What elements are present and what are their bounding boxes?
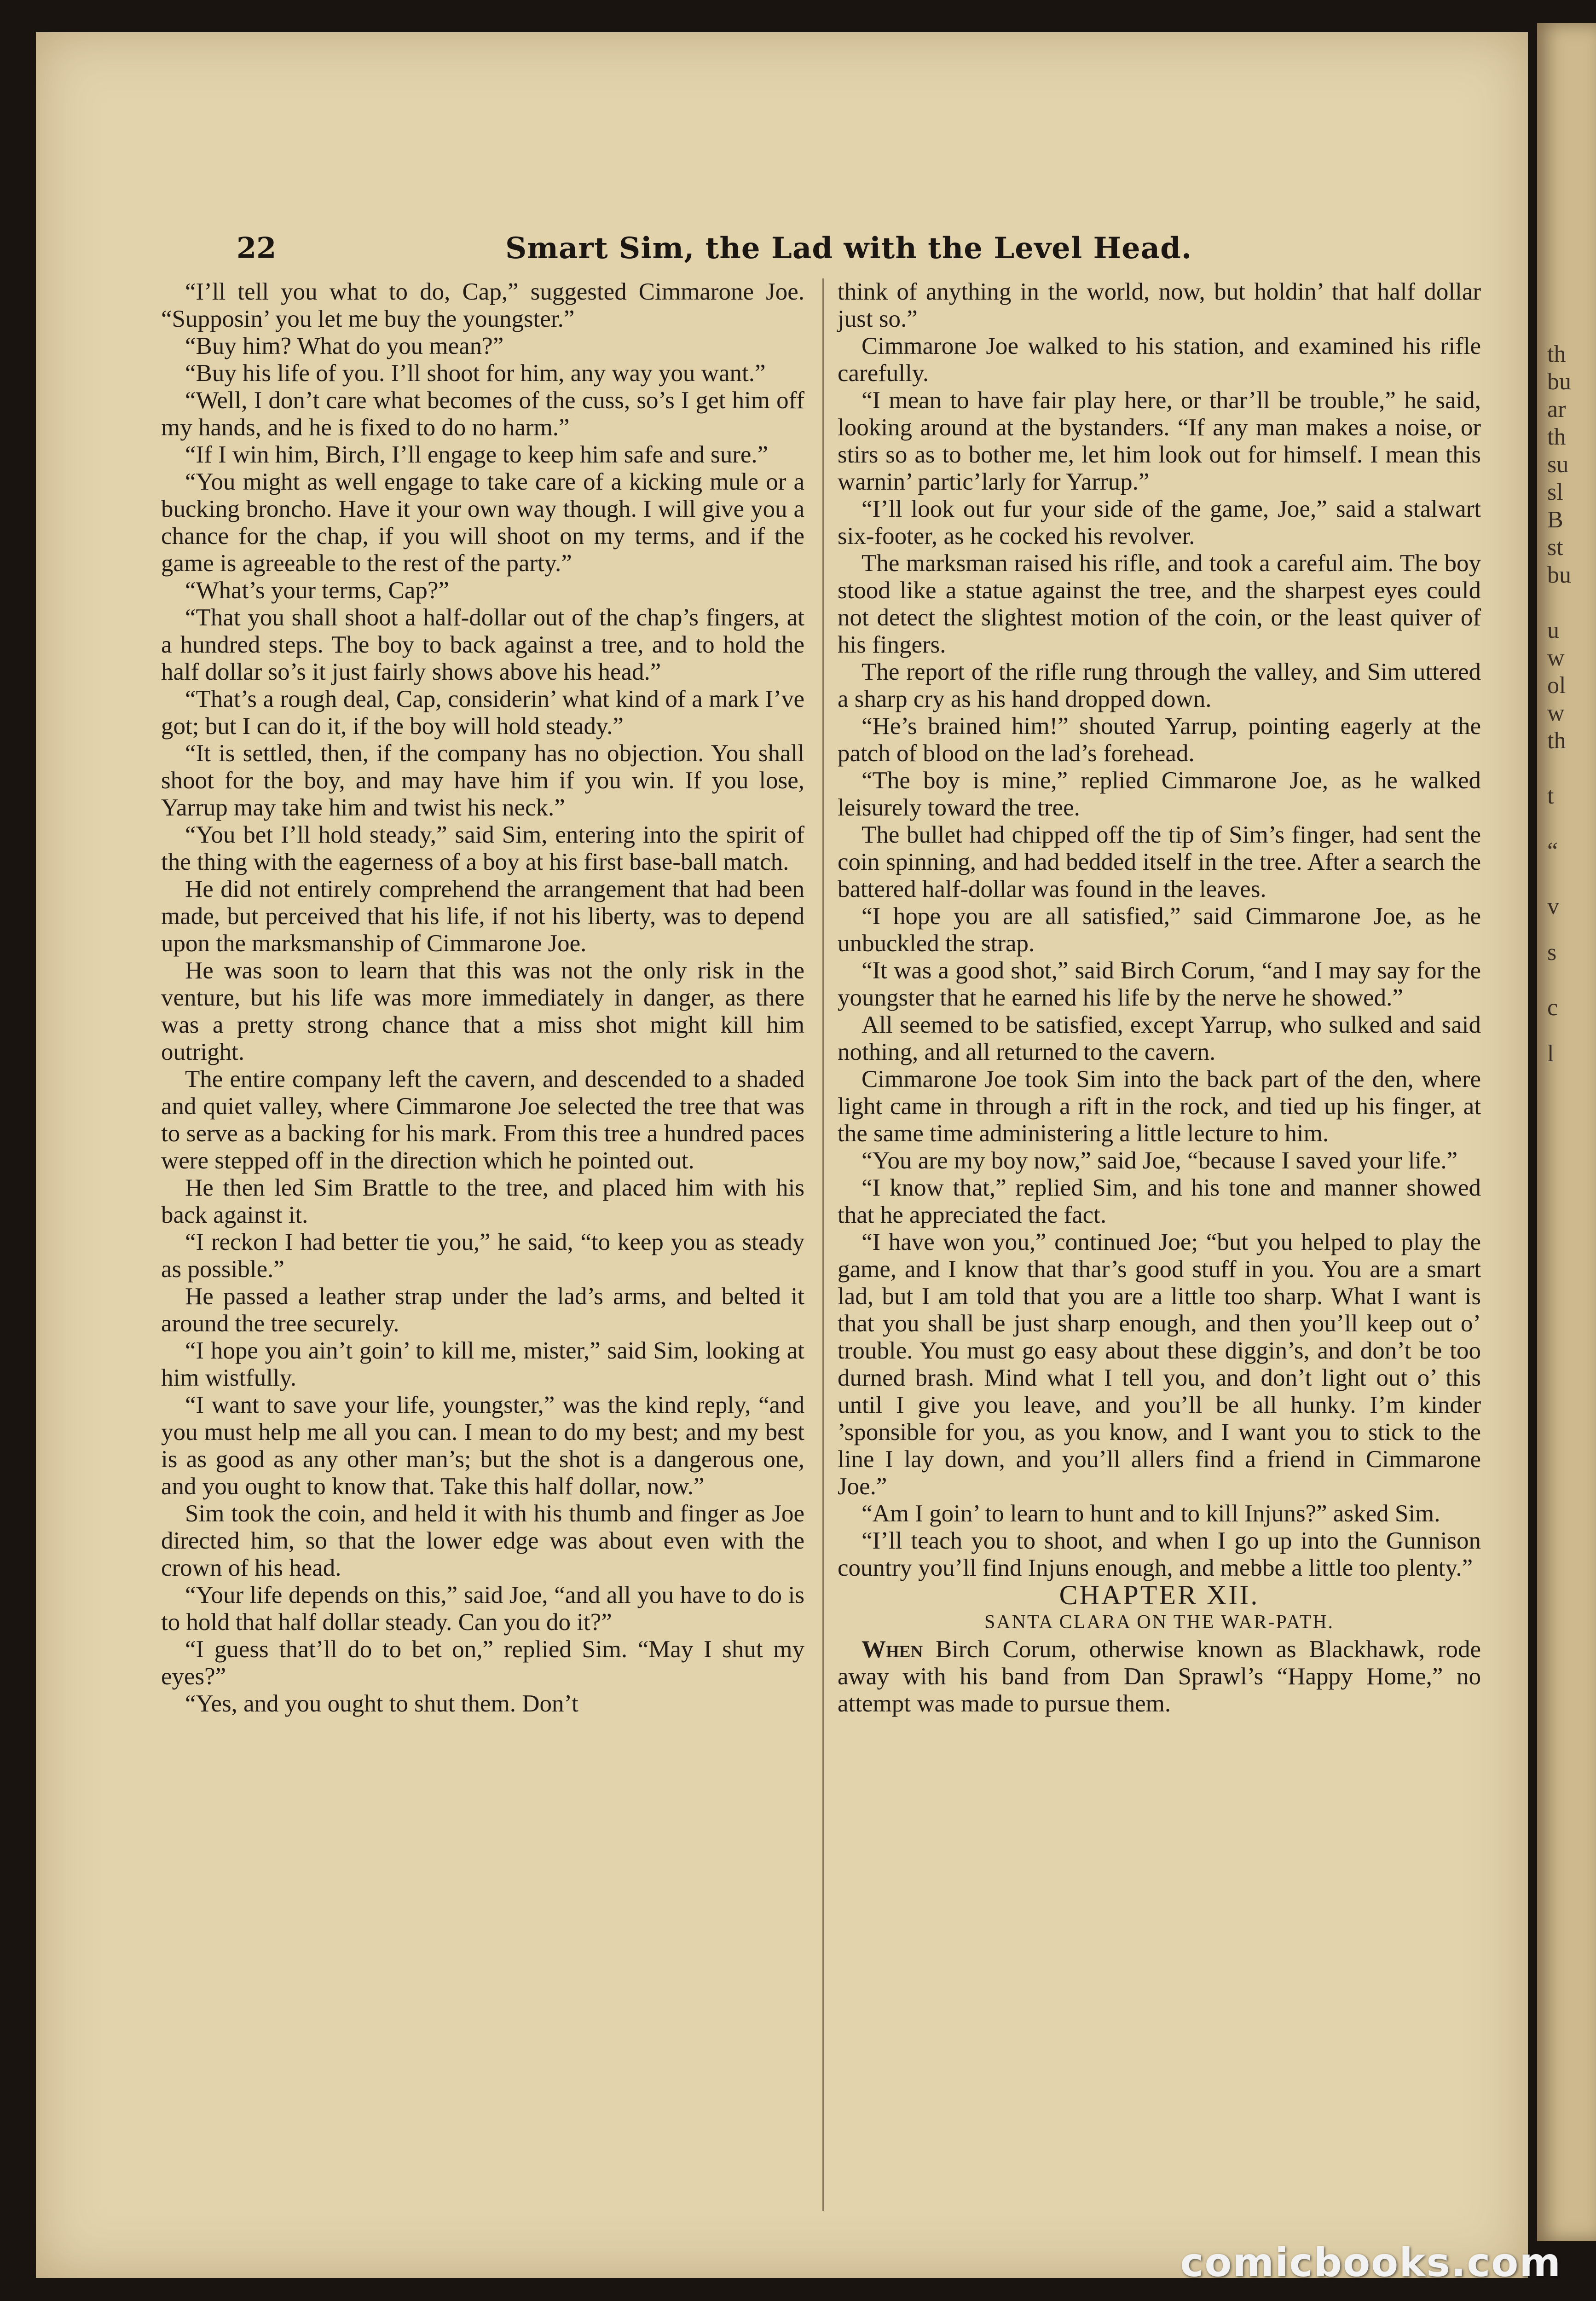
left-column-paragraph: “Buy his life of you. I’ll shoot for him, any way you want.” [185, 360, 766, 387]
adjacent-page-fragment: th [1547, 424, 1566, 450]
page-number: 22 [237, 231, 277, 265]
right-column-paragraph: All seemed to be satisfied, except Yarrup, who sulked and said nothing, and all returned to the cavern. [838, 1012, 1481, 1065]
left-column-paragraph: “You might as well engage to take care of a kicking mule or a bucking broncho. Have it your own way though. I will give you a chance for the chap, if you will shoot on my terms, and if the game is agreeable to the rest of the party.” [161, 468, 804, 577]
left-column-paragraph: “Yes, and you ought to shut them. Don’t [185, 1690, 578, 1717]
adjacent-page-edge [1537, 23, 1596, 2241]
right-text-column [838, 278, 1481, 1717]
left-column-paragraph: He did not entirely comprehend the arrangement that had been made, but perceived that his life, if not his liberty, was to depend upon the marksmanship of Cimmarone Joe. [161, 876, 804, 957]
chapter-opening-paragraph [838, 1636, 1481, 1717]
right-column-paragraph: “I’ll teach you to shoot, and when I go up into the Gunnison country you’ll find Injuns enough, and mebbe a little too plenty.” [838, 1527, 1481, 1581]
left-column-paragraph: “I want to save your life, youngster,” was the kind reply, “and you must help me all you can. I mean to do my best; and my best is as good as any other man’s; but the shot is a dangerous one, and you ought to know that. Take this half dollar, now.” [161, 1392, 804, 1500]
page-header [237, 231, 1557, 272]
right-column-paragraphs [838, 278, 1481, 1582]
left-column-paragraph: He passed a leather strap under the lad’s arms, and belted it around the tree securely. [161, 1283, 804, 1337]
left-column-paragraph: “I guess that’ll do to bet on,” replied Sim. “May I shut my eyes?” [161, 1636, 804, 1690]
left-column-paragraph: “That’s a rough deal, Cap, considerin’ what kind of a mark I’ve got; but I can do it, if the boy will hold steady.” [161, 686, 804, 740]
left-column-paragraph: “It is settled, then, if the company has no objection. You shall shoot for the boy, and may have him if you win. If you lose, Yarrup may take him and twist his neck.” [161, 740, 804, 821]
left-text-column [161, 278, 804, 1717]
right-column-paragraph: think of anything in the world, now, but holdin’ that half dollar just so.” [838, 278, 1481, 332]
left-column-paragraph: “Buy him? What do you mean?” [185, 333, 504, 359]
left-column-paragraph: “What’s your terms, Cap?” [185, 577, 449, 604]
watermark: comicbooks.com [1180, 2240, 1561, 2286]
adjacent-page-fragment: w [1547, 700, 1565, 726]
chapter-first-word: When [862, 1636, 923, 1663]
column-divider [822, 278, 824, 2211]
adjacent-page-fragment: B [1547, 507, 1563, 533]
adjacent-page-fragment: l [1547, 1041, 1554, 1067]
right-column-paragraph: “You are my boy now,” said Joe, “because I saved your life.” [862, 1147, 1458, 1174]
adjacent-page-fragment: bu [1547, 562, 1571, 588]
right-column-paragraph: “It was a good shot,” said Birch Corum, “and I may say for the youngster that he earned his life by the nerve he showed.” [838, 957, 1481, 1011]
left-column-paragraph: “Your life depends on this,” said Joe, “and all you have to do is to hold that half dollar steady. Can you do it?” [161, 1582, 804, 1636]
adjacent-page-fragment: s [1547, 939, 1557, 965]
left-column-paragraph: “Well, I don’t care what becomes of the cuss, so’s I get him off my hands, and he is fixed to do no harm.” [161, 387, 804, 441]
right-column-paragraph: “The boy is mine,” replied Cimmarone Joe, as he walked leisurely toward the tree. [838, 767, 1481, 821]
adjacent-page-fragment: u [1547, 617, 1559, 643]
adjacent-page-fragment: bu [1547, 369, 1571, 395]
adjacent-page-fragment: t [1547, 783, 1554, 809]
right-column-paragraph: “I hope you are all satisfied,” said Cimmarone Joe, as he unbuckled the strap. [838, 903, 1481, 957]
adjacent-page-fragment: su [1547, 451, 1569, 478]
chapter-title: CHAPTER XII. [1059, 1580, 1260, 1610]
running-title: Smart Sim, the Lad with the Level Head. [505, 231, 1192, 266]
right-column-paragraph: The marksman raised his rifle, and took a careful aim. The boy stood like a statue against the tree, and the sharpest eyes could not detect the slightest motion of the coin, or the least quiver of his fingers. [838, 550, 1481, 658]
left-column-paragraph: “I’ll tell you what to do, Cap,” suggested Cimmarone Joe. “Supposin’ you let me buy the youngster.” [161, 278, 804, 332]
left-column-paragraph: “I reckon I had better tie you,” he said, “to keep you as steady as possible.” [161, 1229, 804, 1283]
right-column-paragraph: The bullet had chipped off the tip of Sim’s finger, had sent the coin spinning, and had bedded itself in the tree. After a search the battered half-dollar was found in the leaves. [838, 821, 1481, 902]
adjacent-page-fragment: w [1547, 645, 1565, 671]
adjacent-page-fragment: th [1547, 728, 1566, 754]
right-column-paragraph: “I’ll look out fur your side of the game, Joe,” said a stalwart six-footer, as he cocked his revolver. [838, 496, 1481, 549]
right-column-paragraph: “I have won you,” continued Joe; “but you helped to play the game, and I know that thar’s good stuff in you. You are a smart lad, but I am told that you are a little too sharp. What I want is that you shall be just sharp enough, and then you’ll keep out o’ trouble. You must go easy about these diggin’s, and don’t be too durned brash. Mind what I tell you, and don’t light out o’ this until I give you leave, and you’ll be all hunky. I’m kinder ’sponsible for you, as you know, and I want you to stick to the line I lay down, and you’ll allers find a friend in Cimmarone Joe.” [838, 1229, 1481, 1500]
adjacent-page-fragment: ol [1547, 672, 1566, 699]
adjacent-page-fragment: ar [1547, 396, 1566, 422]
right-column-paragraph: “I know that,” replied Sim, and his tone and manner showed that he appreciated the fact. [838, 1174, 1481, 1228]
left-column-paragraph: “You bet I’ll hold steady,” said Sim, entering into the spirit of the thing with the eagerness of a boy at his first base-ball match. [161, 821, 804, 875]
left-column-paragraph: He was soon to learn that this was not the only risk in the venture, but his life was more immediately in danger, as there was a pretty strong chance that a miss shot might kill him outright. [161, 957, 804, 1065]
adjacent-page-fragment: “ [1547, 838, 1558, 864]
left-column-paragraph: “That you shall shoot a half-dollar out of the chap’s fingers, at a hundred steps. The boy to back against a tree, and to hold the half dollar so’s it just fairly shows above his head.” [161, 604, 804, 685]
left-column-paragraph: The entire company left the cavern, and descended to a shaded and quiet valley, where Cimmarone Joe selected the tree that was to serve as a backing for his mark. From this tree a hundred paces were stepped off in the direction which he pointed out. [161, 1066, 804, 1174]
chapter-opening-text: Birch Corum, otherwise known as Blackhawk, rode away with his band from Dan Sprawl’s “Happy Home,” no attempt was made to pursue them. [838, 1636, 1481, 1717]
adjacent-page-fragment: st [1547, 534, 1563, 561]
left-column-paragraph: He then led Sim Brattle to the tree, and placed him with his back against it. [161, 1174, 804, 1228]
left-column-paragraph: “I hope you ain’t goin’ to kill me, mister,” said Sim, looking at him wistfully. [161, 1337, 804, 1391]
left-column-paragraph: Sim took the coin, and held it with his thumb and finger as Joe directed him, so that the lower edge was about even with the crown of his head. [161, 1500, 804, 1581]
right-column-paragraph: Cimmarone Joe walked to his station, and examined his rifle carefully. [838, 333, 1481, 387]
left-column-paragraph: “If I win him, Birch, I’ll engage to keep him safe and sure.” [185, 441, 769, 468]
right-column-paragraph: Cimmarone Joe took Sim into the back part of the den, where light came in through a rift in the rock, and tied up his finger, at the same time administering a little lecture to him. [838, 1066, 1481, 1147]
adjacent-page-fragment: sl [1547, 479, 1563, 505]
right-column-paragraph: “Am I goin’ to learn to hunt and to kill Injuns?” asked Sim. [862, 1500, 1440, 1527]
right-column-paragraph: “I mean to have fair play here, or thar’ll be trouble,” he said, looking around at the bystanders. “If any man makes a noise, or stirs so as to bother me, let him look out for himself. I mean this warnin’ partic’larly for Yarrup.” [838, 387, 1481, 495]
adjacent-page-fragment: c [1547, 994, 1558, 1021]
adjacent-page-fragment: v [1547, 893, 1559, 919]
adjacent-page-fragment: th [1547, 341, 1566, 367]
right-column-paragraph: The report of the rifle rung through the valley, and Sim uttered a sharp cry as his hand dropped down. [838, 659, 1481, 712]
right-column-paragraph: “He’s brained him!” shouted Yarrup, pointing eagerly at the patch of blood on the lad’s forehead. [838, 713, 1481, 767]
chapter-subtitle: SANTA CLARA ON THE WAR-PATH. [984, 1612, 1335, 1633]
